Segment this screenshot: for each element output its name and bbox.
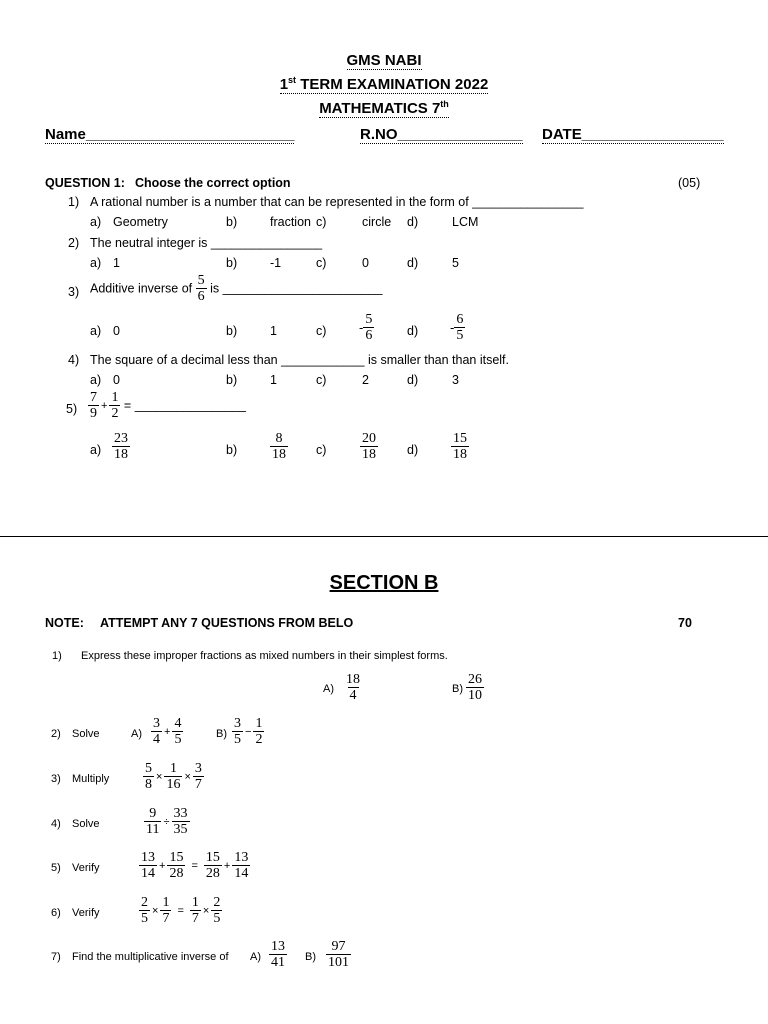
q1-text: A rational number is a number that can be represented in the form of ________________	[90, 195, 584, 209]
q1-number: 1)	[68, 195, 80, 209]
question-1-instruction: Choose the correct option	[135, 176, 291, 190]
q1-opt-d-label: d)	[407, 215, 419, 229]
section-divider	[0, 536, 768, 537]
b-q1-a-label: A)	[323, 683, 334, 695]
q5-opt-b-label: b)	[226, 443, 238, 457]
subject-title: MATHEMATICS 7th	[319, 99, 449, 117]
note-label: NOTE:	[45, 616, 84, 630]
q1-opt-a: Geometry	[113, 215, 168, 229]
q2-opt-d: 5	[452, 256, 459, 270]
b-q4-expression: $\frac{9}{11}$ ÷ $\frac{33}{35}$	[146, 806, 188, 837]
section-b-marks: 70	[678, 616, 692, 630]
b-q6-expression: $\frac{2}{5}$ × $\frac{1}{7}$ = $\frac{1}{7}$ × $\frac{2}{5}$	[141, 895, 221, 926]
question-1-title: QUESTION 1:	[45, 176, 125, 190]
q2-opt-c: 0	[362, 256, 369, 270]
q5-expression: $\frac{7}{9}$ + $\frac{1}{2}$ = ________________	[90, 390, 246, 421]
q1-opt-b: fraction	[270, 215, 311, 229]
q3-fraction: $\frac{5}{6}$	[197, 273, 205, 304]
q4-opt-d: 3	[452, 373, 459, 387]
q5-opt-c: $\frac{20}{18}$	[362, 431, 376, 462]
date-field: DATE_________________	[542, 126, 724, 143]
q4-opt-b-label: b)	[226, 373, 238, 387]
note-text: ATTEMPT ANY 7 QUESTIONS FROM BELO	[100, 616, 354, 630]
q4-number: 4)	[68, 353, 80, 367]
b-q4-label: Solve	[72, 818, 100, 830]
q3-opt-a: 0	[113, 324, 120, 338]
q5-opt-a-label: a)	[90, 443, 102, 457]
q1-opt-c-label: c)	[316, 215, 327, 229]
q1-opt-b-label: b)	[226, 215, 238, 229]
q2-number: 2)	[68, 236, 80, 250]
q3-opt-c-label: c)	[316, 324, 327, 338]
b-q2-b-expression: $\frac{3}{5}$ − $\frac{1}{2}$	[234, 716, 263, 747]
q2-text: The neutral integer is ________________	[90, 236, 323, 250]
b-q7-b-fraction: $\frac{97}{101}$	[328, 939, 349, 970]
q3-opt-b-label: b)	[226, 324, 238, 338]
b-q2-a-label: A)	[131, 728, 142, 740]
q5-opt-c-label: c)	[316, 443, 327, 457]
q4-opt-a: 0	[113, 373, 120, 387]
b-q1-number: 1)	[52, 650, 62, 662]
q3-opt-a-label: a)	[90, 324, 102, 338]
q2-opt-c-label: c)	[316, 256, 327, 270]
b-q4-number: 4)	[51, 818, 61, 830]
q2-opt-d-label: d)	[407, 256, 419, 270]
q3-opt-d: - $\frac{6}{5}$	[450, 312, 464, 343]
b-q1-b-fraction: $\frac{26}{10}$	[468, 672, 482, 703]
b-q3-label: Multiply	[72, 773, 110, 785]
b-q7-number: 7)	[51, 951, 61, 963]
section-b-title: SECTION B	[329, 572, 439, 594]
name-field: Name_________________________	[45, 126, 295, 143]
q1-opt-c: circle	[362, 215, 392, 229]
q2-opt-b: -1	[270, 256, 282, 270]
b-q7-b-label: B)	[305, 951, 316, 963]
b-q1-b-label: B)	[452, 683, 463, 695]
b-q1-a-fraction: $\frac{18}{4}$	[346, 672, 360, 703]
b-q7-a-label: A)	[250, 951, 261, 963]
q5-opt-d: $\frac{15}{18}$	[453, 431, 467, 462]
q3-opt-b: 1	[270, 324, 277, 338]
b-q1-text: Express these improper fractions as mixed numbers in their simplest forms.	[81, 650, 448, 662]
b-q7-a-fraction: $\frac{13}{41}$	[271, 939, 285, 970]
b-q6-number: 6)	[51, 907, 61, 919]
q5-opt-a: $\frac{23}{18}$	[114, 431, 128, 462]
b-q2-number: 2)	[51, 728, 61, 740]
q2-opt-a: 1	[113, 256, 120, 270]
rno-field: R.NO_______________	[360, 126, 523, 143]
q4-opt-c-label: c)	[316, 373, 327, 387]
q2-opt-b-label: b)	[226, 256, 238, 270]
school-name: GMS NABI	[346, 52, 422, 69]
b-q7-label: Find the multiplicative inverse of	[72, 951, 229, 963]
b-q6-label: Verify	[72, 907, 100, 919]
q3-opt-d-label: d)	[407, 324, 419, 338]
b-q5-number: 5)	[51, 862, 61, 874]
b-q5-expression: $\frac{13}{14}$ + $\frac{15}{28}$ = $\frac{15}{28}$ + $\frac{13}{14}$	[141, 850, 249, 881]
q4-opt-d-label: d)	[407, 373, 419, 387]
q4-opt-b: 1	[270, 373, 277, 387]
b-q2-b-label: B)	[216, 728, 227, 740]
q4-opt-a-label: a)	[90, 373, 102, 387]
b-q5-label: Verify	[72, 862, 100, 874]
b-q2-a-expression: $\frac{3}{4}$ + $\frac{4}{5}$	[153, 716, 182, 747]
q4-opt-c: 2	[362, 373, 369, 387]
q4-text: The square of a decimal less than ____________ is smaller than than itself.	[90, 353, 510, 367]
q3-opt-c: - $\frac{5}{6}$	[359, 312, 373, 343]
b-q3-expression: $\frac{5}{8}$ × $\frac{1}{16}$ × $\frac{3}{7}$	[145, 761, 202, 792]
exam-title: 1st TERM EXAMINATION 2022	[279, 75, 489, 93]
q5-opt-b: $\frac{8}{18}$	[272, 431, 286, 462]
question-1-marks: (05)	[678, 176, 701, 190]
q3-text: Additive inverse of $\frac{5}{6}$ is _______________________	[90, 273, 383, 304]
q1-opt-a-label: a)	[90, 215, 102, 229]
q5-number: 5)	[66, 402, 78, 416]
b-q2-label: Solve	[72, 728, 100, 740]
q2-opt-a-label: a)	[90, 256, 102, 270]
q1-opt-d: LCM	[452, 215, 479, 229]
b-q3-number: 3)	[51, 773, 61, 785]
q3-number: 3)	[68, 285, 80, 299]
q5-opt-d-label: d)	[407, 443, 419, 457]
